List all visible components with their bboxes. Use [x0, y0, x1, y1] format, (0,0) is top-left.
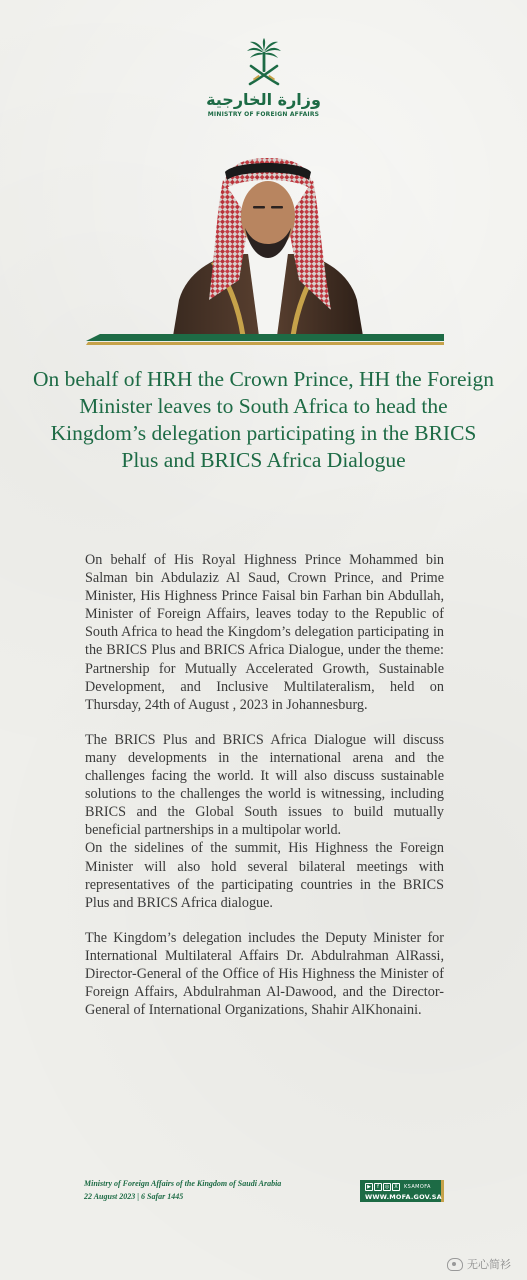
body-paragraph: The BRICS Plus and BRICS Africa Dialogue will discuss many developments in the international arena and the challenges facing the world. It will also discuss sustainable solutions to the challenges the world is witnessing, including BRICS and the Global South issues to build mutually beneficial partnerships in a multipolar world.	[85, 731, 444, 839]
foreign-minister-portrait	[173, 150, 363, 336]
footer-ministry-name: Ministry of Foreign Affairs of the Kingdom of Saudi Arabia	[84, 1179, 282, 1188]
website-url: WWW.MOFA.GOV.SA	[365, 1193, 442, 1201]
watermark-text: 无心简衫	[467, 1258, 511, 1271]
body-paragraph: The Kingdom’s delegation includes the Deputy Minister for International Multilateral Affairs Dr. Abdulrahman AlRassi, Director-General of the Office of His Highness the Minister of Foreign Affairs, Abdulrahman Al-Dawood, and the Director-General of International Organizations, Shahir AlKhonaini.	[85, 929, 444, 1019]
weibo-icon	[447, 1258, 463, 1271]
ministry-logo	[0, 38, 527, 118]
social-handle: KSAMOFA	[404, 1184, 431, 1190]
body-paragraph: On the sidelines of the summit, His Highness the Foreign Minister will also hold several bilateral meetings with representatives of the participating countries in the BRICS Plus and BRICS Africa dialogue.	[85, 840, 444, 911]
watermark	[447, 1256, 511, 1272]
decorative-stripe	[86, 334, 444, 345]
facebook-icon: f	[374, 1183, 382, 1191]
social-badge	[360, 1180, 444, 1202]
logo-english-name: MINISTRY OF FOREIGN AFFAIRS	[207, 111, 320, 118]
body-paragraph: On behalf of His Royal Highness Prince Mohammed bin Salman bin Abdulaziz Al Saud, Crown Prince, and Prime Minister, His Highness Prince Faisal bin Farhan bin Abdullah, Minister of Foreign Affairs, leaves today to the Republic of South Africa to head the Kingdom’s delegation participating in the BRICS Plus and BRICS Africa Dialogue, under the theme: Partnership for Mutually Accelerated Growth, Sustainable Development, and Inclusive Multilateralism, held on Thursday, 24th of August , 2023 in Johannesburg.	[85, 552, 444, 713]
footer-date: 22 August 2023 | 6 Safar 1445	[84, 1192, 184, 1201]
logo-arabic-name: وزارة الخارجية	[206, 90, 321, 109]
footer-credit	[84, 1177, 281, 1203]
palm-swords-emblem-icon	[244, 38, 284, 88]
press-release-headline: On behalf of HRH the Crown Prince, HH the Foreign Minister leaves to South Africa to head the Kingdom’s delegation participating in the BRICS Plus and BRICS Africa Dialogue	[33, 367, 494, 472]
x-icon: X	[392, 1183, 400, 1191]
instagram-icon: ◎	[384, 1184, 390, 1190]
press-release-body	[85, 551, 444, 1019]
social-app-icon: ▶	[365, 1183, 373, 1191]
